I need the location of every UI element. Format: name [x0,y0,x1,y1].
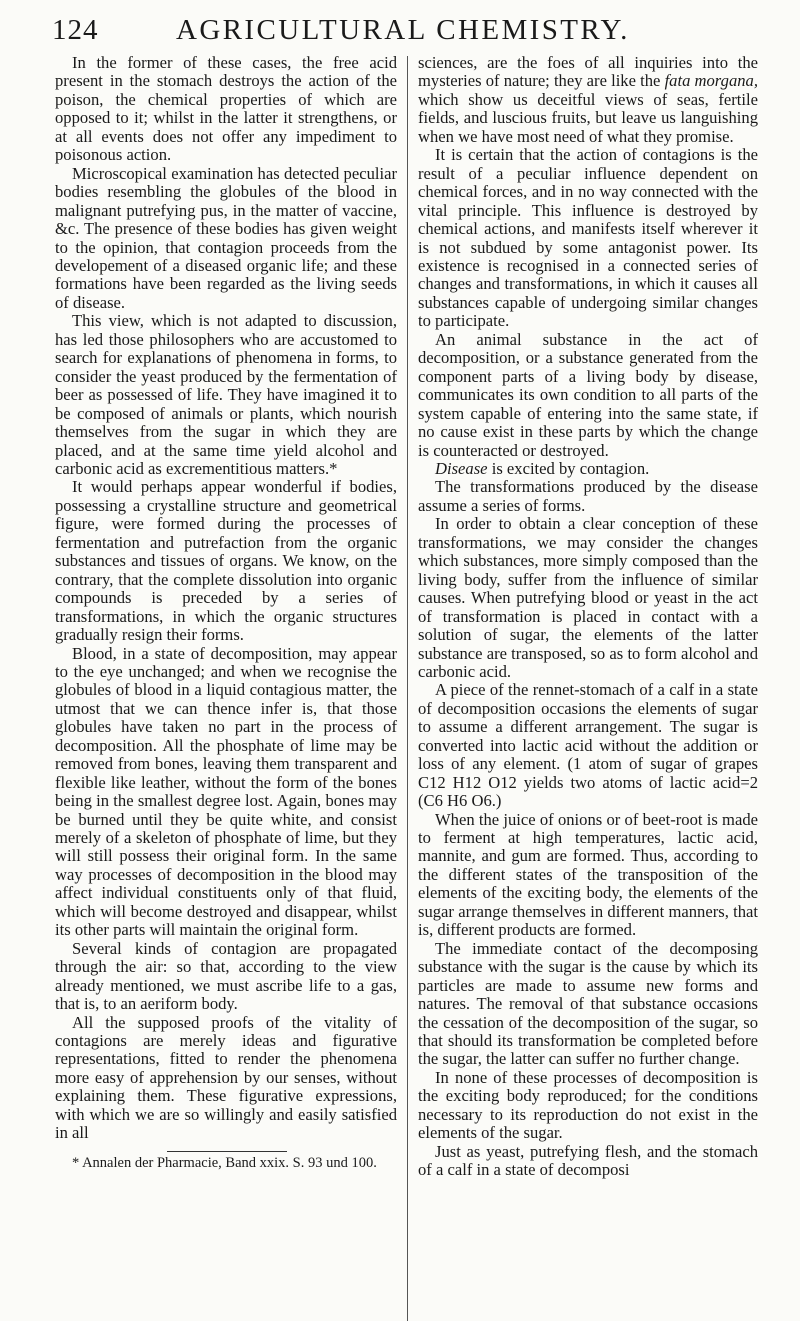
paragraph-continuation [418,54,758,146]
column-divider [407,56,408,1321]
footnote-divider [167,1151,287,1152]
disease-term: Disease [435,458,488,478]
paragraph: Microscopical examination has detected peculiar bodies resembling the globules of the blood in malignant putrefying pus, in the matter of vaccine, &c. The presence of these bodies has given weight to the opinion, that contagion proceeds from the developement of a diseased organic life; and these formations have been regarded as the living seeds of disease. [55,163,397,312]
paragraph: All the supposed proofs of the vitality of contagions are merely ideas and figurative representations, fitted to render the phenomena more easy of apprehension by our senses, without explaining them. These figurative expressions, with which we are so willingly and easily satisfied in all [55,1012,397,1143]
paragraph: Blood, in a state of decomposition, may appear to the eye unchanged; and when we recognise the globules of blood in a liquid contagious matter, the utmost that we can thence infer is, that those globules have taken no part in the process of decomposition. All the phosphate of lime may be removed from bones, leaving them transparent and flexible like leather, without the form of the bones being in the smallest degree lost. Again, bones may be burned until they be quite white, and consist merely of a skeleton of phosphate of lime, but they will still possess their original form. In the same way processes of decomposition in the blood may affect individual constituents only of that fluid, which will become destroyed and disappear, whilst its other parts will maintain the original form. [55,643,397,940]
paragraph: It would perhaps appear wonderful if bodies, possessing a crystalline structure and geometrical figure, were formed during the processes of fermentation and putrefaction from the organic substances and tissues of organs. We know, on the contrary, that the complete dissolution into organic compounds is preceded by a series of transformations, in which the organic structures gradually resign their forms. [55,477,397,645]
paragraph: In order to obtain a clear conception of these transformations, we may consider the changes which substances, more simply composed than the living body, suffer from the influence of similar causes. When putrefying blood or yeast in the act of transformation is placed in contact with a solution of sugar, the elements of the latter substance are transposed, so as to form alcohol and carbonic acid. [418,514,758,681]
paragraph: A piece of the rennet-stomach of a calf in a state of decomposition occasions the elements of sugar to assume a different arrangement. The sugar is converted into lactic acid without the addition or loss of any element. (1 atom of sugar of grapes C12 H12 O12 yields two atoms of lactic acid=2 (C6 H6 O6.) [418,680,758,811]
paragraph: It is certain that the action of contagions is the result of a peculiar influence dependent on chemical forces, and in no way connected with the vital principle. This influence is destroyed by chemical actions, and manifests itself wherever it is not subdued by some antagonist power. Its existence is recognised in a connected series of changes and transformations, in which it causes all substances capable of undergoing similar changes to participate. [418,145,758,331]
right-column [418,54,758,1180]
paragraph: An animal substance in the act of decomposition, or a substance generated from the component parts of a living body by disease, communicates its own condition to all parts of the system capable of entering into the same state, if no cause exist in these parts by which the change is counteracted or destroyed. [418,329,758,460]
page-header [52,14,760,50]
paragraph: This view, which is not adapted to discussion, has led those philosophers who are accustomed to search for explanations of phenomena in forms, to consider the yeast produced by the fermentation of beer as possessed of life. They have imagined it to be composed of animals or plants, which nourish themselves from the sugar in which they are placed, and at the same time yield alcohol and carbonic acid as excrementitious matters.* [55,311,397,478]
paragraph: In none of these processes of decomposition is the exciting body reproduced; for the conditions necessary to its reproduction do not exist in the elements of the sugar. [418,1067,758,1143]
paragraph: Several kinds of contagion are propagated through the air: so that, according to the view already mentioned, we must ascribe life to a gas, that is, to an aeriform body. [55,938,397,1014]
footnote: * Annalen der Pharmacie, Band xxix. S. 93 und 100. [72,1154,377,1171]
fata-morgana-term: fata morgana, [664,71,758,91]
paragraph [418,460,758,478]
continuation-text: which show us deceitful views of seas, fertile fields, and luscious fruits, but leave us languishing when we have most need of what they promise. [418,89,758,146]
paragraph: Just as yeast, putrefying flesh, and the stomach of a calf in a state of decomposi [418,1141,758,1180]
paragraph: When the juice of onions or of beet-root is made to ferment at high temperatures, lactic acid, mannite, and gum are formed. Thus, according to the different states of the transposition of the elements of the exciting body, the elements of the sugar arrange themselves in different manners, that is, different products are formed. [418,809,758,940]
paragraph: In the former of these cases, the free acid present in the stomach destroys the action of the poison, the chemical properties of which are opposed to it; whilst in the latter it strengthens, or at all events does not offer any impediment to poisonous action. [55,53,397,165]
disease-sentence: is excited by contagion. [491,458,650,478]
running-title: AGRICULTURAL CHEMISTRY. [176,14,630,46]
page-number: 124 [52,14,99,46]
paragraph: The immediate contact of the decomposing substance with the sugar is the cause by which its particles are made to assume new forms and natures. The removal of that substance occasions the cessation of the decomposition of the sugar, so that should its transformation be completed before the sugar, the latter can suffer no further change. [418,938,758,1069]
continuation-text: sciences, are the foes of all inquiries into the mysteries of nature; they are like the [418,53,758,91]
left-column [55,54,397,1172]
paragraph: The transformations produced by the disease assume a series of forms. [418,477,758,515]
